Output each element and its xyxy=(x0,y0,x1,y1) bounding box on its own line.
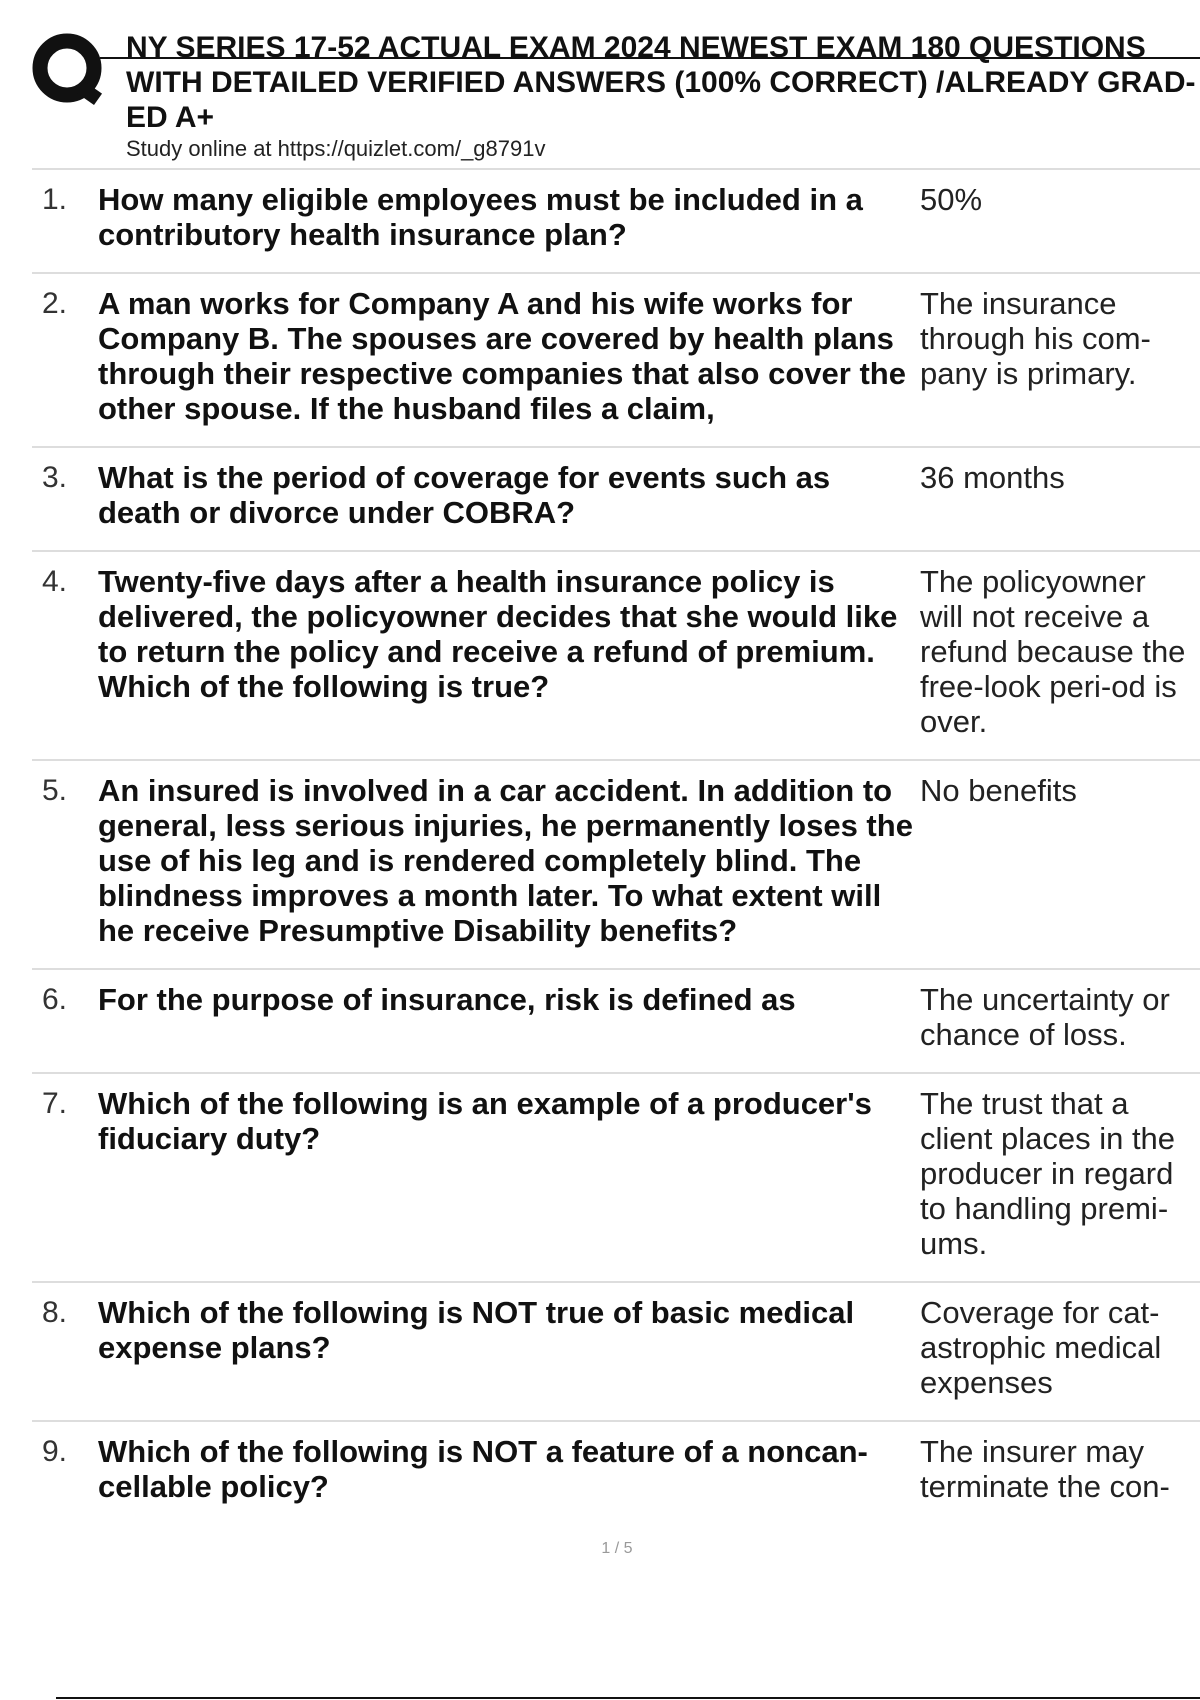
card-answer: No benefits xyxy=(920,773,1077,808)
card-number: 9. xyxy=(42,1435,68,1468)
card-number: 7. xyxy=(42,1087,68,1120)
card-number: 8. xyxy=(42,1296,68,1329)
flashcard-row xyxy=(32,759,1200,968)
flashcard-row xyxy=(32,968,1200,1072)
card-number: 4. xyxy=(42,565,68,598)
card-answer: The insurer may terminate the con- xyxy=(920,1434,1170,1504)
card-question: An insured is involved in a car accident. In addition to general, less serious injuries, he permanently loses the use of his leg and is rendered completely blind. The blindness improves a month later. To what extent will he receive Presumptive Disability benefits? xyxy=(98,773,913,948)
card-answer: Coverage for cat-astrophic medical expenses xyxy=(920,1295,1162,1400)
card-answer: The policyowner will not receive a refund because the free-look peri-od is over. xyxy=(920,564,1186,739)
card-answer: The insurance through his com-pany is primary. xyxy=(920,286,1151,391)
flashcard-row xyxy=(32,1420,1200,1524)
card-question: Which of the following is NOT a feature of a noncan-cellable policy? xyxy=(98,1434,868,1504)
card-number: 1. xyxy=(42,183,68,216)
flashcard-row xyxy=(32,1072,1200,1281)
card-question: Which of the following is NOT true of basic medical expense plans? xyxy=(98,1295,855,1365)
card-number: 2. xyxy=(42,287,68,320)
card-question: How many eligible employees must be included in a contributory health insurance plan? xyxy=(98,182,863,252)
card-question: Which of the following is an example of a producer's fiduciary duty? xyxy=(98,1086,872,1156)
card-number: 5. xyxy=(42,774,68,807)
card-number: 6. xyxy=(42,983,68,1016)
flashcard-row xyxy=(32,1281,1200,1420)
study-online-link[interactable]: Study online at https://quizlet.com/_g8791v xyxy=(126,136,546,161)
card-answer: 50% xyxy=(920,182,983,217)
card-question: Twenty-five days after a health insurance policy is delivered, the policyowner decides that she would like to return the policy and receive a refund of premium. Which of the following is true? xyxy=(98,564,898,704)
flashcard-list xyxy=(32,168,1200,1524)
flashcard-row xyxy=(32,168,1200,272)
card-question: What is the period of coverage for events such as death or divorce under COBRA? xyxy=(98,460,831,530)
document-header xyxy=(0,0,1200,168)
card-question: A man works for Company A and his wife works for Company B. The spouses are covered by health plans through their respective companies that also cover the other spouse. If the husband files a claim, xyxy=(98,286,906,426)
flashcard-row xyxy=(32,446,1200,550)
card-answer: The trust that a client places in the producer in regard to handling premi-ums. xyxy=(920,1086,1176,1261)
card-number: 3. xyxy=(42,461,68,494)
document-title: NY SERIES 17-52 ACTUAL EXAM 2024 NEWEST EXAM 180 QUESTIONS WITH DETAILED VERIFIED ANSWERS (100% CORRECT) /ALREADY GRAD- ED A+ xyxy=(126,31,1196,134)
flashcard-row xyxy=(32,272,1200,446)
quizlet-logo-icon xyxy=(32,30,108,114)
flashcard-row xyxy=(32,550,1200,759)
card-answer: The uncertainty or chance of loss. xyxy=(920,982,1170,1052)
footer-rule xyxy=(56,1697,1200,1699)
page-indicator: 1 / 5 xyxy=(601,1540,633,1557)
card-answer: 36 months xyxy=(920,460,1065,495)
card-question: For the purpose of insurance, risk is defined as xyxy=(98,982,796,1017)
